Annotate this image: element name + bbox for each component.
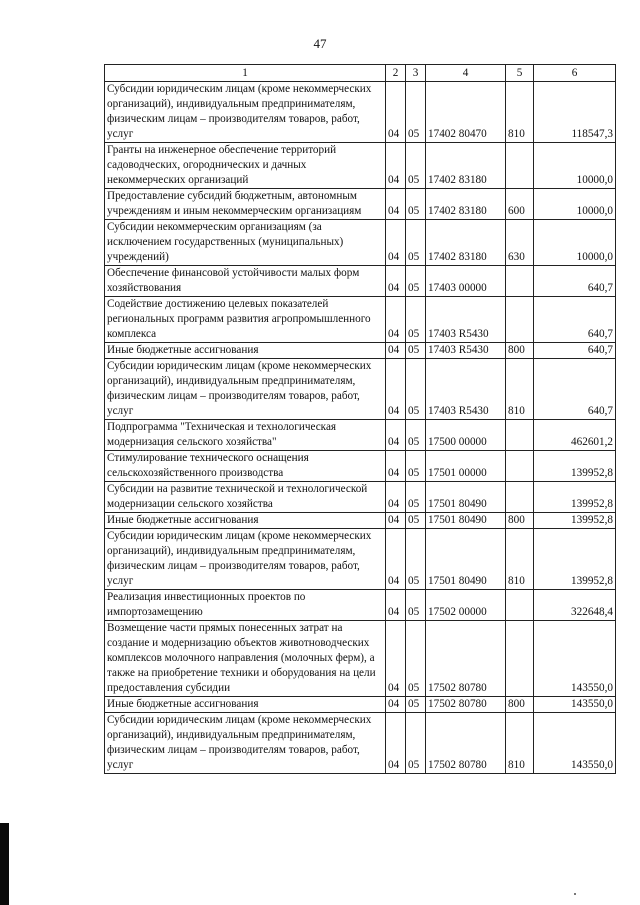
cell-subsection: 05 xyxy=(406,297,426,343)
cell-section: 04 xyxy=(386,529,406,590)
cell-subsection: 05 xyxy=(406,621,426,697)
table-row xyxy=(105,266,616,297)
cell-section: 04 xyxy=(386,82,406,143)
cell-name: Реализация инвестиционных проектов по импортозамещению xyxy=(105,590,386,621)
cell-subsection: 05 xyxy=(406,82,426,143)
cell-subsection: 05 xyxy=(406,359,426,420)
cell-expense-type xyxy=(506,420,534,451)
cell-amount: 640,7 xyxy=(534,343,616,359)
cell-name: Иные бюджетные ассигнования xyxy=(105,343,386,359)
cell-subsection: 05 xyxy=(406,343,426,359)
table-row xyxy=(105,420,616,451)
cell-target-article: 17402 80470 xyxy=(426,82,506,143)
table-header-row xyxy=(105,65,616,82)
cell-target-article: 17502 80780 xyxy=(426,713,506,774)
cell-subsection: 05 xyxy=(406,220,426,266)
cell-amount: 640,7 xyxy=(534,359,616,420)
cell-subsection: 05 xyxy=(406,420,426,451)
cell-expense-type xyxy=(506,143,534,189)
cell-section: 04 xyxy=(386,343,406,359)
cell-target-article: 17403 00000 xyxy=(426,266,506,297)
cell-subsection: 05 xyxy=(406,451,426,482)
cell-target-article: 17403 R5430 xyxy=(426,297,506,343)
cell-target-article: 17403 R5430 xyxy=(426,359,506,420)
table-body xyxy=(105,82,616,774)
cell-expense-type xyxy=(506,590,534,621)
cell-section: 04 xyxy=(386,143,406,189)
table-row xyxy=(105,590,616,621)
cell-subsection: 05 xyxy=(406,482,426,513)
cell-section: 04 xyxy=(386,189,406,220)
header-col-5: 5 xyxy=(506,65,534,82)
cell-name: Субсидии юридическим лицам (кроме некоммерческих организаций), индивидуальным предпринимателям, физическим лицам – производителям товаров, работ, услуг xyxy=(105,359,386,420)
cell-expense-type: 630 xyxy=(506,220,534,266)
cell-name: Иные бюджетные ассигнования xyxy=(105,513,386,529)
cell-target-article: 17501 80490 xyxy=(426,482,506,513)
cell-subsection: 05 xyxy=(406,697,426,713)
cell-name: Содействие достижению целевых показателей региональных программ развития агропромышленного комплекса xyxy=(105,297,386,343)
cell-target-article: 17502 00000 xyxy=(426,590,506,621)
cell-section: 04 xyxy=(386,697,406,713)
cell-name: Возмещение части прямых понесенных затрат на создание и модернизацию объектов животноводческих комплексов молочного направления (молочных ферм), а также на приобретение техники и оборудования на цели предоставления субсидии xyxy=(105,621,386,697)
scan-edge-mark xyxy=(0,823,9,905)
cell-expense-type: 810 xyxy=(506,529,534,590)
cell-name: Субсидии юридическим лицам (кроме некоммерческих организаций), индивидуальным предпринимателям, физическим лицам – производителям товаров, работ, услуг xyxy=(105,529,386,590)
table-row xyxy=(105,451,616,482)
cell-name: Субсидии юридическим лицам (кроме некоммерческих организаций), индивидуальным предпринимателям, физическим лицам – производителям товаров, работ, услуг xyxy=(105,82,386,143)
table-row xyxy=(105,713,616,774)
cell-target-article: 17500 00000 xyxy=(426,420,506,451)
cell-expense-type: 810 xyxy=(506,359,534,420)
cell-section: 04 xyxy=(386,621,406,697)
table-row xyxy=(105,82,616,143)
table-row xyxy=(105,513,616,529)
cell-amount: 10000,0 xyxy=(534,189,616,220)
header-col-2: 2 xyxy=(386,65,406,82)
scan-dot-mark xyxy=(574,893,576,895)
cell-subsection: 05 xyxy=(406,529,426,590)
cell-subsection: 05 xyxy=(406,713,426,774)
cell-amount: 139952,8 xyxy=(534,482,616,513)
cell-amount: 640,7 xyxy=(534,266,616,297)
cell-amount: 322648,4 xyxy=(534,590,616,621)
cell-expense-type xyxy=(506,297,534,343)
cell-target-article: 17501 00000 xyxy=(426,451,506,482)
cell-target-article: 17501 80490 xyxy=(426,529,506,590)
header-col-3: 3 xyxy=(406,65,426,82)
cell-amount: 118547,3 xyxy=(534,82,616,143)
cell-expense-type: 800 xyxy=(506,697,534,713)
cell-target-article: 17502 80780 xyxy=(426,697,506,713)
cell-target-article: 17402 83180 xyxy=(426,220,506,266)
cell-section: 04 xyxy=(386,220,406,266)
cell-target-article: 17502 80780 xyxy=(426,621,506,697)
table-row xyxy=(105,143,616,189)
cell-name: Иные бюджетные ассигнования xyxy=(105,697,386,713)
header-col-6: 6 xyxy=(534,65,616,82)
cell-amount: 139952,8 xyxy=(534,529,616,590)
cell-target-article: 17402 83180 xyxy=(426,189,506,220)
cell-section: 04 xyxy=(386,482,406,513)
cell-section: 04 xyxy=(386,513,406,529)
cell-expense-type xyxy=(506,451,534,482)
cell-name: Субсидии некоммерческим организациям (за исключением государственных (муниципальных) учреждений) xyxy=(105,220,386,266)
cell-name: Стимулирование технического оснащения сельскохозяйственного производства xyxy=(105,451,386,482)
budget-table xyxy=(104,64,616,774)
cell-amount: 640,7 xyxy=(534,297,616,343)
table-row xyxy=(105,343,616,359)
cell-section: 04 xyxy=(386,451,406,482)
cell-subsection: 05 xyxy=(406,266,426,297)
table-row xyxy=(105,297,616,343)
cell-name: Гранты на инженерное обеспечение территорий садоводческих, огороднических и дачных некоммерческих организаций xyxy=(105,143,386,189)
cell-amount: 143550,0 xyxy=(534,621,616,697)
page-number: 47 xyxy=(313,36,327,51)
cell-section: 04 xyxy=(386,420,406,451)
table-row xyxy=(105,220,616,266)
cell-section: 04 xyxy=(386,266,406,297)
table-row xyxy=(105,697,616,713)
cell-subsection: 05 xyxy=(406,513,426,529)
cell-amount: 10000,0 xyxy=(534,143,616,189)
cell-expense-type: 800 xyxy=(506,513,534,529)
cell-section: 04 xyxy=(386,359,406,420)
cell-target-article: 17403 R5430 xyxy=(426,343,506,359)
table-row xyxy=(105,621,616,697)
cell-section: 04 xyxy=(386,713,406,774)
table-row xyxy=(105,482,616,513)
cell-subsection: 05 xyxy=(406,189,426,220)
cell-expense-type: 810 xyxy=(506,82,534,143)
cell-target-article: 17402 83180 xyxy=(426,143,506,189)
table-row xyxy=(105,189,616,220)
header-col-1: 1 xyxy=(105,65,386,82)
cell-name: Подпрограмма "Техническая и технологическая модернизация сельского хозяйства" xyxy=(105,420,386,451)
cell-expense-type xyxy=(506,266,534,297)
cell-name: Обеспечение финансовой устойчивости малых форм хозяйствования xyxy=(105,266,386,297)
cell-amount: 10000,0 xyxy=(534,220,616,266)
cell-amount: 462601,2 xyxy=(534,420,616,451)
cell-amount: 139952,8 xyxy=(534,513,616,529)
cell-expense-type: 810 xyxy=(506,713,534,774)
cell-expense-type xyxy=(506,482,534,513)
cell-subsection: 05 xyxy=(406,143,426,189)
cell-amount: 143550,0 xyxy=(534,713,616,774)
cell-section: 04 xyxy=(386,590,406,621)
cell-name: Субсидии юридическим лицам (кроме некоммерческих организаций), индивидуальным предпринимателям, физическим лицам – производителям товаров, работ, услуг xyxy=(105,713,386,774)
cell-name: Предоставление субсидий бюджетным, автономным учреждениям и иным некоммерческим организациям xyxy=(105,189,386,220)
cell-amount: 139952,8 xyxy=(534,451,616,482)
table-row xyxy=(105,359,616,420)
cell-expense-type: 800 xyxy=(506,343,534,359)
cell-target-article: 17501 80490 xyxy=(426,513,506,529)
cell-name: Субсидии на развитие технической и технологической модернизации сельского хозяйства xyxy=(105,482,386,513)
cell-expense-type: 600 xyxy=(506,189,534,220)
table-row xyxy=(105,529,616,590)
cell-amount: 143550,0 xyxy=(534,697,616,713)
cell-expense-type xyxy=(506,621,534,697)
cell-section: 04 xyxy=(386,297,406,343)
cell-subsection: 05 xyxy=(406,590,426,621)
header-col-4: 4 xyxy=(426,65,506,82)
